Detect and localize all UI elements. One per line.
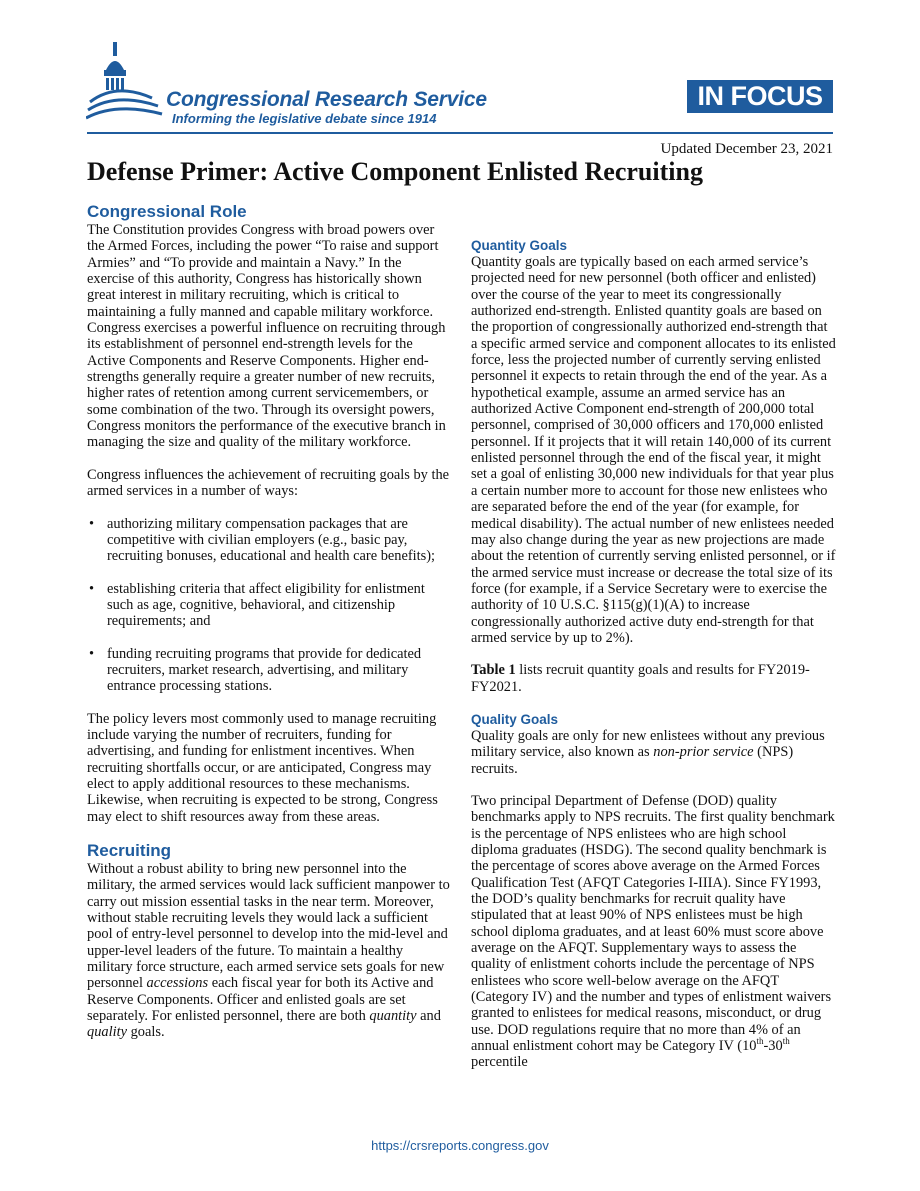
header-rule: [87, 132, 833, 134]
paragraph-congressional-role: The Constitution provides Congress with broad powers over the Armed Forces, including the power “To raise and support Armies” and “To provide and maintain a Navy.” In the exercise of this authority, Congress has historically shown great interest in military recruiting, which is critical to maintaining a fully manned and capable military workforce. Congress exercises a powerful influence on recruiting through its establishment of personnel end-strength levels for the Active Components and Reserve Components. Higher end-strengths generally require a greater number of new recruits, higher rates of retention among current servicemembers, or some combination of the two. Through its oversight powers, Congress monitors the performance of the executive branch in managing the size and quality of the military workforce.: [87, 222, 446, 451]
paragraph-quality-benchmarks: Two principal Department of Defense (DOD) quality benchmarks apply to NPS recruits. The first quality benchmark is the percentage of NPS enlistees who are high school diploma graduates (HSDG). The second quality benchmark is the percentage of scores above average on the Armed Forces Qualification Test (AFQT Categories I-IIIA). Since FY1993, the DOD’s quality benchmarks for recruit quality have stipulated that at least 90% of NPS enlistees must be high school diploma graduates, and at least 60% must score above average on the AFQT. Supplementary ways to assess the quality of enlistment cohorts include the percentage of NPS enlistees who score well-below average on the AFQT (Category IV) and the number and types of enlistment waivers granted to enlistees for medical reasons, misconduct, or drug use. DOD regulations require that no more than 4% of an annual enlistment cohort may be Category IV (10th-30th percentile: [471, 792, 835, 1071]
list-item: • authorizing military compensation packages that are competitive with civilian employers (e.g., basic pay, recruiting bonuses, educational and health care benefits);: [87, 516, 452, 565]
paragraph-recruiting: Without a robust ability to bring new personnel into the military, the armed services would lack sufficient manpower to carry out mission essential tasks in the near term. Moreover, without stable recruiting levels they would lack a sufficient pool of entry-level personnel to develop into the mid-level and upper-level leaders of the future. To maintain a healthy military force structure, each armed service sets goals for new personnel accessions each fiscal year for both its Active and Reserve Components. Officer and enlisted goals are set separately. For enlisted personnel, there are both quantity and quality goals.: [87, 861, 450, 1041]
footer-url-link[interactable]: https://crsreports.congress.gov: [371, 1138, 549, 1153]
paragraph-influences: Congress influences the achievement of recruiting goals by the armed services in a number of ways:: [87, 466, 450, 500]
heading-recruiting: Recruiting: [87, 841, 172, 860]
paragraph-quantity-goals: Quantity goals are typically based on each armed service’s projected need for new personnel (both officer and enlisted) over the course of the year to meet its congressionally authorized end-strength. Enlisted quantity goals are based on the proportion of congressionally authorized end-strength that a specific armed service and component allocates to its enlisted force, less the projected number of currently serving enlisted personnel it expects to retain through the end of the year. As a hypothetical example, assume an armed service has an authorized Active Component end-strength of 200,000 total personnel, comprised of 30,000 officers and 170,000 enlisted personnel. If it projects that it will retain 140,000 of its current enlisted personnel through the end of the fiscal year, it might set a goal of enlisting 30,000 new individuals for that year plus a certain number more to account for those new enlistees who are separated before the end of the year (for example, for medical disability). The actual number of new enlistees needed may also change during the year as new projections are made about the retention of currently serving enlisted personnel, or if the armed service must increase or decrease the total size of its force (for example, if a Service Secretary were to exercise the authority of 10 U.S.C. §115(g)(1)(A) to increase congressionally authorized active duty end-strength for that armed service by up to 2%).: [471, 254, 836, 646]
heading-quality-goals: Quality Goals: [471, 711, 559, 727]
right-column: [471, 237, 836, 1071]
org-tagline: Informing the legislative debate since 1914: [172, 111, 437, 126]
org-name: Congressional Research Service: [166, 88, 487, 111]
left-column: [87, 202, 452, 1041]
heading-quantity-goals: Quantity Goals: [471, 238, 568, 253]
crs-capitol-dome-logo: [86, 40, 166, 130]
heading-congressional-role: Congressional Role: [87, 202, 247, 221]
paragraph-policy-levers: The policy levers most commonly used to manage recruiting include varying the number of recruiters, funding for advertising, and funding for enlistment incentives. When recruiting shortfalls occur, or are anticipated, Congress may elect to apply additional resources to these mechanisms. Likewise, when recruiting is expected to be strong, Congress may elect to shift resources away from these areas.: [87, 710, 438, 825]
in-focus-badge: IN FOCUS: [687, 80, 833, 113]
table-1-reference: Table 1: [471, 662, 516, 679]
paragraph-table-reference: Table 1 lists recruit quantity goals and results for FY2019-FY2021.: [471, 662, 810, 695]
paragraph-quality-goals: Quality goals are only for new enlistees without any previous military service, also known as non-prior service (NPS) recruits.: [471, 727, 825, 777]
list-item: • establishing criteria that affect eligibility for enlistment such as age, cognitive, behavioral, and citizenship requirements; and: [87, 581, 452, 630]
influence-list: [87, 516, 452, 695]
list-item: • funding recruiting programs that provide for dedicated recruiters, market research, advertising, and military entrance processing stations.: [87, 646, 452, 695]
updated-date: Updated December 23, 2021: [660, 141, 833, 157]
page-title: Defense Primer: Active Component Enlisted Recruiting: [87, 157, 703, 186]
